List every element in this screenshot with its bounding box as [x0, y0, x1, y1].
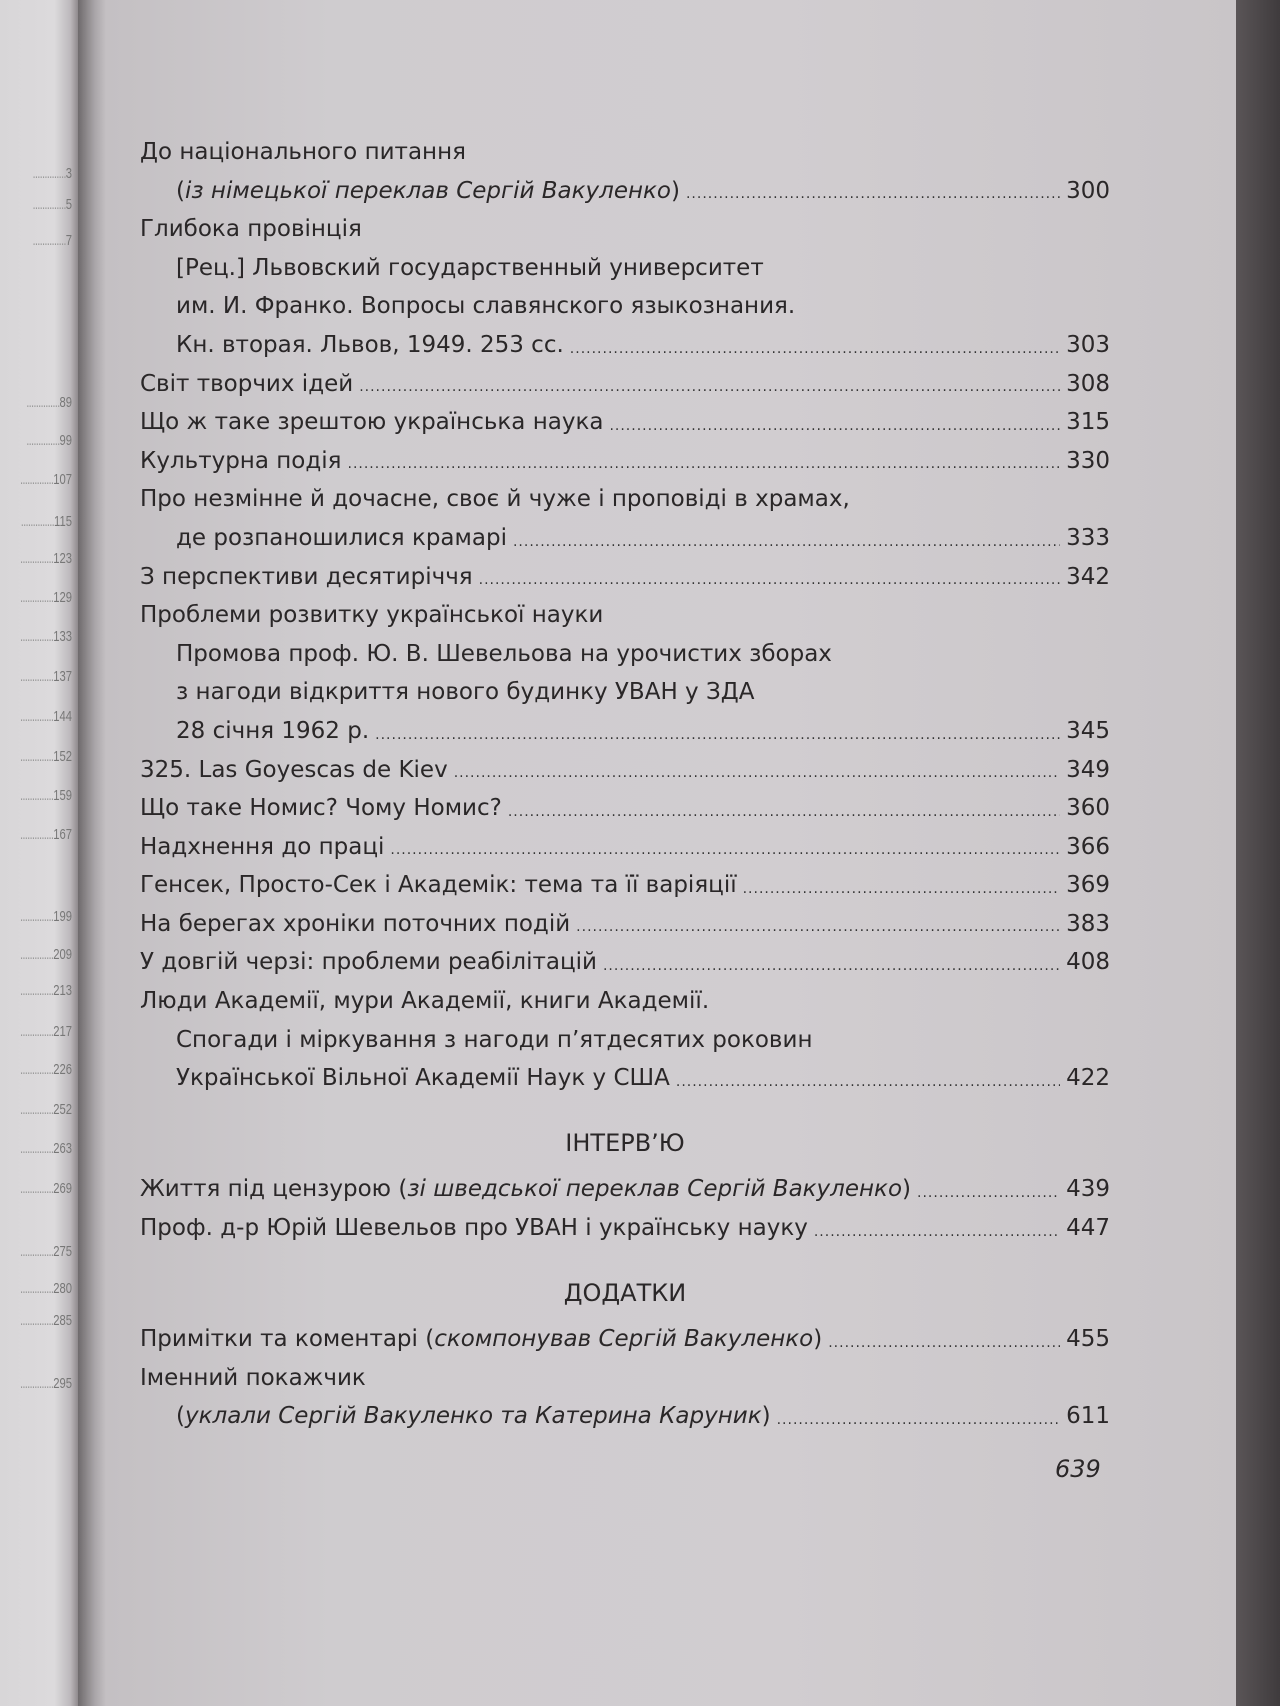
- title-text: ): [902, 1176, 912, 1203]
- entry-title: Української Вільної Академії Наук у США: [176, 1065, 670, 1092]
- entry-page-number: 369: [1066, 872, 1110, 899]
- title-text: ): [813, 1326, 823, 1353]
- toc-line: [140, 789, 1110, 828]
- entry-title: Іменний покажчик: [140, 1364, 366, 1391]
- toc-entry: [140, 1320, 1110, 1359]
- entry-page-number: 300: [1066, 177, 1110, 204]
- facing-page-number: ..... 275: [18, 1243, 72, 1260]
- entry-title: Спогади і міркування з нагоди п’ятдесятих роковин: [176, 1026, 813, 1053]
- entry-title: 28 січня 1962 р.: [176, 717, 370, 744]
- entry-page-number: 383: [1066, 910, 1110, 937]
- entry-title: На берегах хроніки поточних подій: [140, 910, 571, 937]
- title-text: (: [176, 177, 185, 204]
- page-number: 639: [1055, 1455, 1101, 1483]
- entry-page-number: 611: [1066, 1403, 1110, 1430]
- title-text: Життя під цензурою (: [140, 1176, 408, 1203]
- toc-line: [140, 596, 1110, 635]
- entry-page-number: 330: [1066, 447, 1110, 474]
- entry-title: Проблеми розвитку української науки: [140, 602, 604, 629]
- facing-page-number: ..... 3: [18, 165, 72, 182]
- dot-leader: [777, 1397, 1061, 1436]
- toc-line: [140, 403, 1110, 442]
- toc-line: [140, 712, 1110, 751]
- entry-page-number: 342: [1066, 563, 1110, 590]
- entry-title: Що ж таке зрештою українська наука: [140, 409, 604, 436]
- facing-page-number: ..... 213: [18, 982, 72, 999]
- entry-title: [140, 1170, 911, 1209]
- entry-page-number: 366: [1066, 833, 1110, 860]
- toc-line: [140, 1320, 1110, 1359]
- toc-entry: [140, 403, 1110, 442]
- entry-title: Надхнення до праці: [140, 833, 385, 860]
- facing-page-number: ..... 133: [18, 628, 72, 645]
- toc-entry: [140, 365, 1110, 404]
- entry-title: Генсек, Просто-Сек і Академік: тема та її варіяції: [140, 872, 737, 899]
- title-text: (: [176, 1403, 185, 1430]
- toc-line: [140, 210, 1110, 249]
- toc-line: [140, 1021, 1110, 1060]
- entry-page-number: 315: [1066, 409, 1110, 436]
- entry-title: Культурна подія: [140, 447, 342, 474]
- toc-line: [140, 866, 1110, 905]
- toc-entry: [140, 210, 1110, 364]
- entry-title: Світ творчих ідей: [140, 370, 354, 397]
- entry-title: Глибока провінція: [140, 216, 362, 243]
- entry-page-number: 455: [1066, 1326, 1110, 1353]
- toc-entry: [140, 133, 1110, 210]
- translator-note: зі шведської переклав Сергій Вакуленко: [407, 1176, 903, 1203]
- toc-entry: [140, 866, 1110, 905]
- toc-line: [140, 442, 1110, 481]
- facing-page-number: ..... 285: [18, 1312, 72, 1329]
- entry-title: [140, 1320, 822, 1359]
- toc-line: [140, 1209, 1110, 1248]
- dot-leader: [814, 1209, 1060, 1248]
- dot-leader: [454, 751, 1060, 790]
- toc-line: [140, 828, 1110, 867]
- entry-title: з нагоди відкриття нового будинку УВАН у ЗДА: [176, 679, 755, 706]
- entry-title: 325. Las Goyescas de Kiev: [140, 756, 448, 783]
- dot-leader: [603, 943, 1060, 982]
- facing-page-number: ..... 89: [18, 394, 72, 411]
- facing-page-number: ..... 167: [18, 826, 72, 843]
- toc-entry: [140, 905, 1110, 944]
- entry-title: [176, 1397, 771, 1436]
- entry-page-number: 349: [1066, 756, 1110, 783]
- facing-page-number: ..... 99: [18, 432, 72, 449]
- title-text: Примітки та коментарі (: [140, 1326, 435, 1353]
- dot-leader: [359, 365, 1060, 404]
- toc-entry: [140, 558, 1110, 597]
- dot-leader: [508, 789, 1060, 828]
- entry-title: [Рец.] Львовский государственный университет: [176, 254, 764, 281]
- toc-line: [140, 943, 1110, 982]
- book-cover-edge: [1236, 0, 1280, 1706]
- entry-page-number: 345: [1066, 717, 1110, 744]
- facing-page-number: ..... 199: [18, 908, 72, 925]
- facing-page-number: ..... 137: [18, 668, 72, 685]
- facing-page-number: ..... 159: [18, 787, 72, 804]
- facing-page-number: ..... 280: [18, 1280, 72, 1297]
- toc-line: [140, 1397, 1110, 1436]
- toc-line: [140, 172, 1110, 211]
- toc-line: [140, 635, 1110, 674]
- facing-page-number: ..... 217: [18, 1023, 72, 1040]
- toc-entry: [140, 943, 1110, 982]
- toc-entry: [140, 751, 1110, 790]
- entry-page-number: 422: [1066, 1065, 1110, 1092]
- facing-page-edge: [0, 0, 78, 1706]
- entry-title: им. И. Франко. Вопросы славянского языкознания.: [176, 293, 796, 320]
- entry-title: [176, 172, 680, 211]
- toc-entry: [140, 828, 1110, 867]
- dot-leader: [686, 172, 1060, 211]
- toc-line: [140, 1059, 1110, 1098]
- facing-page-number: ..... 295: [18, 1375, 72, 1392]
- dot-leader: [576, 905, 1060, 944]
- toc-line: [140, 133, 1110, 172]
- entry-title: Кн. вторая. Львов, 1949. 253 сс.: [176, 331, 564, 358]
- toc-entry: [140, 789, 1110, 828]
- entry-title: Люди Академії, мури Академії, книги Академії.: [140, 988, 710, 1015]
- toc-line: [140, 1359, 1110, 1398]
- table-of-contents: [140, 133, 1110, 1436]
- facing-page-number: ..... 115: [18, 513, 72, 530]
- toc-line: [140, 519, 1110, 558]
- facing-page-number: ..... 144: [18, 708, 72, 725]
- toc-entry: [140, 1359, 1110, 1436]
- entry-page-number: 360: [1066, 795, 1110, 822]
- toc-line: [140, 751, 1110, 790]
- toc-entry: [140, 1209, 1110, 1248]
- facing-page-number: ..... 123: [18, 550, 72, 567]
- toc-line: [140, 480, 1110, 519]
- facing-page-number: ..... 107: [18, 471, 72, 488]
- toc-line: [140, 249, 1110, 288]
- toc-entry: [140, 1170, 1110, 1209]
- dot-leader: [375, 712, 1060, 751]
- facing-page-number: ..... 5: [18, 196, 72, 213]
- section-heading: ІНТЕРВ’Ю: [565, 1128, 685, 1157]
- entry-page-number: 447: [1066, 1215, 1110, 1242]
- entry-page-number: 303: [1066, 331, 1110, 358]
- toc-entry: [140, 596, 1110, 750]
- title-text: ): [670, 177, 680, 204]
- facing-page-number: ..... 263: [18, 1140, 72, 1157]
- entry-title: Проф. д-р Юрій Шевельов про УВАН і українську науку: [140, 1215, 808, 1242]
- toc-entry: [140, 982, 1110, 1098]
- dot-leader: [609, 403, 1060, 442]
- dot-leader: [479, 558, 1060, 597]
- dot-leader: [570, 326, 1060, 365]
- dot-leader: [676, 1059, 1060, 1098]
- entry-title: Про незмінне й дочасне, своє й чуже і проповіді в храмах,: [140, 486, 850, 513]
- translator-note: скомпонував Сергій Вакуленко: [434, 1326, 814, 1353]
- entry-title: де розпаношилися крамарі: [176, 524, 507, 551]
- entry-page-number: 439: [1066, 1176, 1110, 1203]
- entry-title: Що таке Номис? Чому Номис?: [140, 795, 502, 822]
- toc-line: [140, 287, 1110, 326]
- dot-leader: [513, 519, 1060, 558]
- toc-line: [140, 365, 1110, 404]
- entry-page-number: 408: [1066, 949, 1110, 976]
- entry-title: До національного питання: [140, 139, 466, 165]
- toc-line: [140, 1170, 1110, 1209]
- toc-line: [140, 905, 1110, 944]
- toc-line: [140, 982, 1110, 1021]
- section-heading: ДОДАТКИ: [563, 1278, 687, 1307]
- book-gutter: [78, 0, 106, 1706]
- facing-page-number: ..... 269: [18, 1180, 72, 1197]
- facing-page-number: ..... 129: [18, 589, 72, 606]
- facing-page-number: ..... 209: [18, 946, 72, 963]
- entry-page-number: 333: [1066, 524, 1110, 551]
- entry-title: Промова проф. Ю. В. Шевельова на урочистих зборах: [176, 640, 832, 667]
- toc-line: [140, 673, 1110, 712]
- toc-entry: [140, 442, 1110, 481]
- translator-note: уклали Сергій Вакуленко та Катерина Каруник: [184, 1403, 762, 1430]
- entry-title: З перспективи десятиріччя: [140, 563, 473, 590]
- dot-leader: [828, 1320, 1060, 1359]
- dot-leader: [390, 828, 1060, 867]
- entry-title: У довгій черзі: проблеми реабілітацій: [140, 949, 597, 976]
- facing-page-number: ..... 7: [18, 232, 72, 249]
- facing-page-number: ..... 226: [18, 1061, 72, 1078]
- entry-page-number: 308: [1066, 370, 1110, 397]
- facing-page-number: ..... 152: [18, 748, 72, 765]
- toc-line: [140, 326, 1110, 365]
- dot-leader: [917, 1170, 1060, 1209]
- translator-note: із німецької переклав Сергій Вакуленко: [184, 177, 671, 204]
- toc-line: [140, 558, 1110, 597]
- facing-page-number: ..... 252: [18, 1101, 72, 1118]
- dot-leader: [348, 442, 1061, 481]
- title-text: ): [761, 1403, 771, 1430]
- toc-entry: [140, 480, 1110, 557]
- dot-leader: [743, 866, 1060, 905]
